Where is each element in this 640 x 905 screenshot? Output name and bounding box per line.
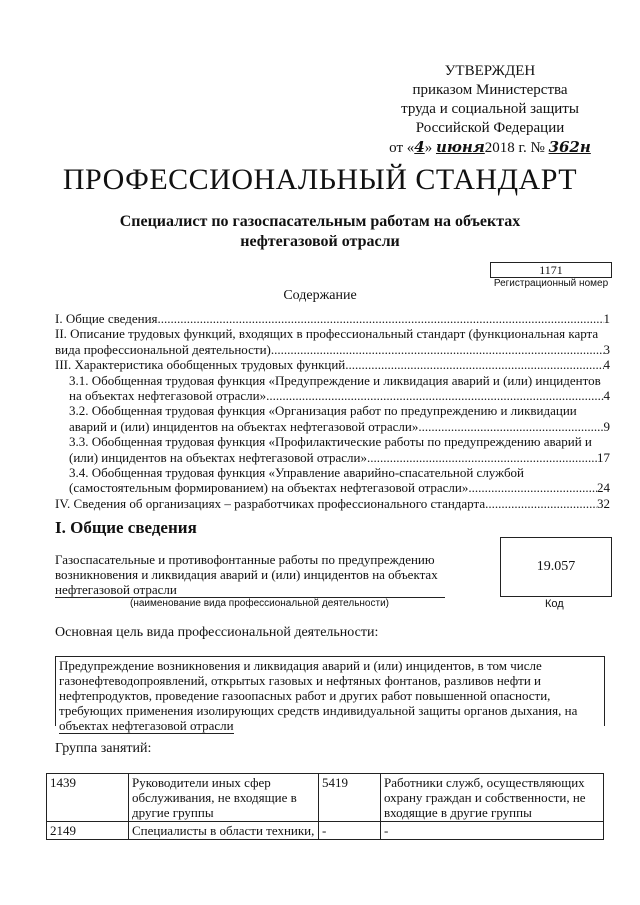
- handwritten-order-number: 362н: [548, 138, 591, 156]
- toc-item[interactable]: IV. Сведения об организациях – разработчиках профессионального стандарта ..... 32: [55, 496, 610, 511]
- toc-page: 4: [603, 388, 610, 404]
- table-cell: 2149: [47, 822, 129, 840]
- approval-line: Российской Федерации: [415, 120, 565, 136]
- table-cell: Руководители иных сфер обслуживания, не входящие в другие группы: [129, 774, 319, 822]
- toc-page: 17: [597, 449, 610, 465]
- activity-code-box: 19.057: [500, 537, 612, 597]
- approval-date: от «4» июня2018 г. № 362н: [389, 138, 591, 156]
- document-title: ПРОФЕССИОНАЛЬНЫЙ СТАНДАРТ: [62, 163, 578, 196]
- goal-box: Предупреждение возникновения и ликвидация аварий и (или) инцидентов, в том числе газонефтеводопроявлений, открытых газовых и нефтяных фонтанов, разливов нефти и нефтепродуктов, проведение газоопасных работ и других работ повышенной опасности, требующих применения изолирующих средств индивидуальной защиты органов дыхания, на объектах нефтегазовой отрасли: [55, 656, 605, 726]
- registration-number-box: 1171: [490, 262, 612, 278]
- standard-name: Специалист по газоспасательным работам на объектах нефтегазовой отрасли: [119, 213, 521, 250]
- registration-number-caption: Регистрационный номер: [493, 278, 609, 289]
- toc-page: 32: [597, 495, 610, 511]
- handwritten-day: 4: [414, 138, 425, 156]
- activity-kind-name: Газоспасательные и противофонтанные работы по предупреждению возникновения и ликвидация аварий и (или) инцидентов на объектах нефтегазовой отрасли: [55, 552, 438, 597]
- section-heading: I. Общие сведения: [55, 518, 197, 537]
- occupation-groups-table: [46, 773, 604, 840]
- toc-item[interactable]: 3.1. Обобщенная трудовая функция «Предупреждение и ликвидация аварий и (или) инцидентов на объектах нефтегазовой отрасли» ..... 4: [55, 373, 610, 404]
- toc-item[interactable]: 3.3. Обобщенная трудовая функция «Профилактические работы по предупреждению аварий и (или) инцидентов на объектах нефтегазовой отрасли» ..... 17: [55, 434, 610, 465]
- toc-page: 3: [603, 341, 610, 357]
- occupation-group-label: Группа занятий:: [55, 741, 152, 756]
- toc-item[interactable]: I. Общие сведения ..... 1: [55, 311, 610, 326]
- table-cell: -: [381, 822, 604, 840]
- toc-page: 24: [597, 480, 610, 496]
- toc-page: 1: [603, 311, 610, 326]
- table-of-contents: [55, 311, 610, 511]
- approval-heading: УТВЕРЖДЕН: [444, 63, 536, 79]
- approval-line: труда и социальной защиты: [401, 101, 579, 117]
- activity-code-caption: Код: [545, 598, 564, 610]
- goal-label: Основная цель вида профессиональной деятельности:: [55, 625, 379, 640]
- table-row: [47, 822, 604, 840]
- toc-item[interactable]: III. Характеристика обобщенных трудовых функций ..... 4: [55, 357, 610, 372]
- toc-heading: Содержание: [283, 288, 357, 303]
- approval-line: приказом Министерства: [412, 82, 568, 98]
- table-cell: Специалисты в области техники,: [129, 822, 319, 840]
- approval-stamp: [360, 62, 620, 158]
- table-cell: 5419: [319, 774, 381, 822]
- toc-page: 4: [603, 357, 610, 373]
- toc-item[interactable]: 3.4. Обобщенная трудовая функция «Управление аварийно-спасательной службой (самостоятельным формированием) на объектах нефтегазовой отрасли» ..... 24: [55, 465, 610, 496]
- toc-item[interactable]: II. Описание трудовых функций, входящих в профессиональный стандарт (функциональная карта вида профессиональной деятельности) ..... 3: [55, 326, 610, 357]
- table-row: [47, 774, 604, 822]
- activity-kind-caption: (наименование вида профессиональной деятельности): [130, 598, 389, 609]
- toc-item[interactable]: 3.2. Обобщенная трудовая функция «Организация работ по предупреждению и ликвидации аварий и (или) инцидентов на объектах нефтегазовой отрасли» ..... 9: [55, 403, 610, 434]
- table-cell: -: [319, 822, 381, 840]
- table-cell: 1439: [47, 774, 129, 822]
- table-cell: Работники служб, осуществляющих охрану граждан и собственности, не входящие в другие группы: [381, 774, 604, 822]
- handwritten-month: июня: [435, 138, 485, 156]
- toc-page: 9: [603, 418, 610, 434]
